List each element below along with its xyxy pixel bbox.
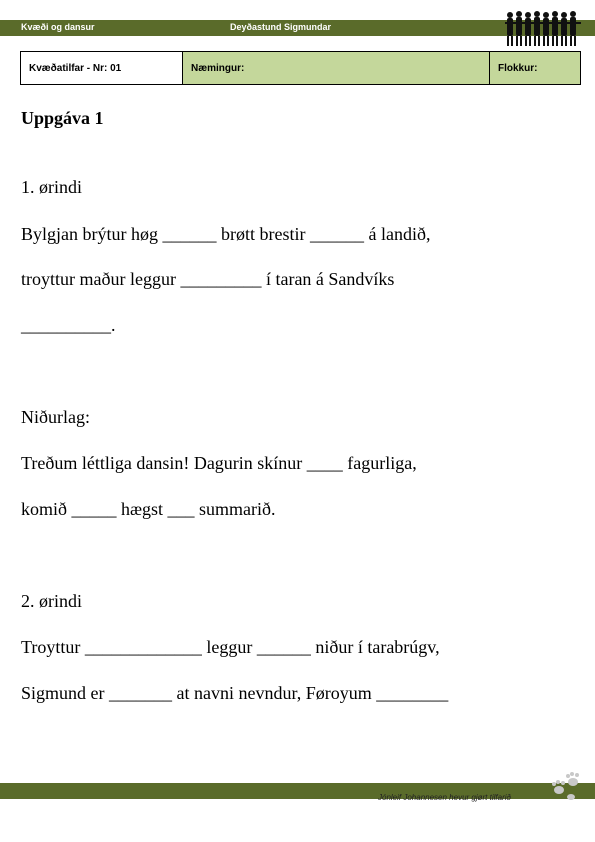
stanza-1-line-2[interactable]: troyttur maður leggur _________ í taran á Sandvíks (21, 269, 395, 289)
stanza-1-line-3[interactable]: __________. (21, 315, 116, 335)
header-center-text: Deyðastund Sigmundar (230, 22, 332, 32)
footer-credit: Jónleif Johannesen hevur gjørt tilfarið (378, 793, 511, 802)
paw-prints-icon (549, 770, 583, 802)
class-field[interactable]: Flokkur: (490, 52, 580, 84)
info-table (20, 51, 581, 85)
assignment-title: Uppgáva 1 (21, 108, 104, 128)
stanza-2-heading: 2. ørindi (21, 591, 82, 611)
header-left-text: Kvæði og dansur (21, 22, 95, 32)
student-name-field[interactable]: Næmingur: (183, 52, 490, 84)
refrain-line-2[interactable]: komið _____ hægst ___ summarið. (21, 499, 276, 519)
stanza-1-line-1[interactable]: Bylgjan brýtur høg ______ brøtt brestir ______ á landið, (21, 224, 431, 244)
dancers-logo-icon (505, 10, 581, 48)
refrain-heading: Niðurlag: (21, 407, 90, 427)
stanza-2-line-2[interactable]: Sigmund er _______ at navni nevndur, Føroyum ________ (21, 683, 449, 703)
stanza-2-line-1[interactable]: Troyttur _____________ leggur ______ niður í tarabrúgv, (21, 637, 440, 657)
stanza-1-heading: 1. ørindi (21, 177, 82, 197)
refrain-line-1[interactable]: Treðum léttliga dansin! Dagurin skínur ____ fagurliga, (21, 453, 417, 473)
worksheet-number-cell: Kvæðatilfar - Nr: 01 (21, 52, 183, 84)
